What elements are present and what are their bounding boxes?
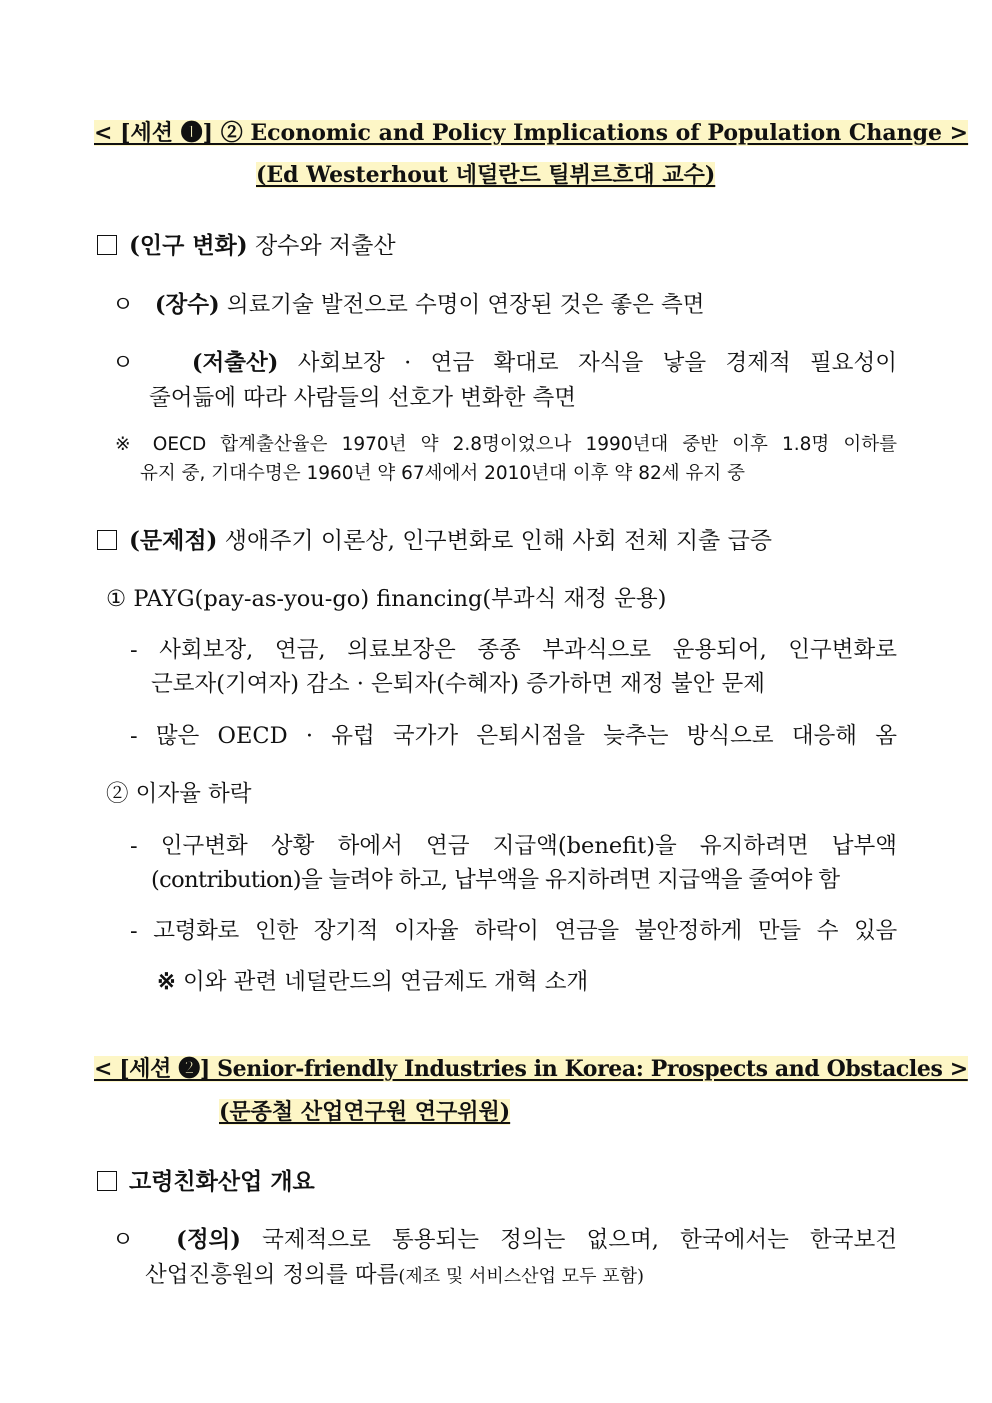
payg-dash2 — [130, 718, 897, 750]
note-text: ※ OECD 합계출산율은 1970년 약 2.8명이었으나 1990년대 중반 이후 1.8명 이하를 — [115, 434, 897, 455]
section-text: 고령친화산업 개요 — [129, 1168, 315, 1195]
item-line2-text: 산업진흥원의 정의를 따름 — [145, 1262, 399, 1288]
circle-bullet-icon: ㅇ — [112, 1227, 134, 1253]
circle-bullet-icon: ㅇ — [112, 292, 134, 318]
senior-definition-line2 — [145, 1257, 644, 1289]
session1-title-text: < [세션 ❶] ② Economic and Policy Implications of Population Change > — [94, 120, 969, 146]
payg-dash1-line2: 근로자(기여자) 감소 · 은퇴자(수혜자) 증가하면 재정 불안 문제 — [151, 671, 765, 697]
item-label: (장수) — [154, 292, 220, 318]
note-text: 이와 관련 네덜란드의 연금제도 개혁 소개 — [175, 969, 589, 995]
interest-dash1-line1 — [130, 828, 897, 860]
dash-text: - 많은 OECD · 유럽 국가가 은퇴시점을 늦추는 방식으로 대응해 옴 — [130, 723, 897, 749]
section-population-heading — [97, 227, 396, 260]
checkbox-square-icon — [97, 530, 117, 550]
section-senior-heading — [97, 1163, 315, 1196]
section-text: 생애주기 이론상, 인구변화로 인해 사회 전체 지출 급증 — [217, 528, 773, 554]
session2-title-text: < [세션 ❷] Senior-friendly Industries in Korea: Prospects and Obstacles > — [94, 1056, 968, 1082]
reference-mark-icon: ※ — [157, 969, 176, 995]
population-note-line2: 유지 중, 기대수명은 1960년 약 67세에서 2010년대 이후 약 82세 유지 중 — [140, 463, 745, 484]
list-item-low-fertility — [112, 345, 897, 377]
population-note-line1 — [115, 430, 897, 456]
item-line1-text: 사회보장 · 연금 확대로 자식을 낳을 경제적 필요성이 — [278, 350, 897, 376]
circle-bullet-icon: ㅇ — [112, 350, 134, 376]
section-label: (문제점) — [129, 527, 218, 554]
interest-note — [157, 964, 588, 996]
sub-heading-payg: ① PAYG(pay-as-you-go) financing(부과식 재정 운용) — [106, 586, 667, 612]
item-line2-paren: (제조 및 서비스산업 모두 포함) — [398, 1266, 644, 1287]
session1-speaker-text: (Ed Westerhout 네덜란드 틸뷔르흐대 교수) — [256, 162, 716, 188]
interest-dash2 — [130, 913, 897, 945]
dash-text: - 인구변화 상황 하에서 연금 지급액(benefit)을 유지하려면 납부액 — [130, 833, 897, 859]
sub-heading-interest: ② 이자율 하락 — [106, 781, 252, 807]
item-text: 의료기술 발전으로 수명이 연장된 것은 좋은 측면 — [219, 292, 705, 318]
item-line1 — [112, 1222, 897, 1254]
list-item-longevity — [112, 287, 704, 319]
senior-definition-line1 — [112, 1222, 897, 1254]
session1-title — [94, 116, 968, 147]
payg-dash1-line1 — [130, 632, 897, 664]
section-text: 장수와 저출산 — [247, 233, 396, 259]
list-item-low-fertility-line2: 줄어듦에 따라 사람들의 선호가 변화한 측면 — [149, 385, 576, 411]
section-problems-heading — [97, 522, 772, 555]
item-label: (저출산) — [191, 350, 279, 376]
session1-speaker — [256, 158, 715, 189]
session2-title — [94, 1052, 968, 1083]
section-label: (인구 변화) — [129, 232, 248, 259]
dash-text: - 사회보장, 연금, 의료보장은 종종 부과식으로 운용되어, 인구변화로 — [130, 637, 897, 663]
checkbox-square-icon — [97, 1171, 117, 1191]
item-label: (정의) — [176, 1227, 241, 1253]
session2-speaker-text: (문종철 산업연구원 연구위원) — [219, 1099, 511, 1125]
item-line1 — [112, 345, 897, 377]
interest-dash1-line2: (contribution)을 늘려야 하고, 납부액을 유지하려면 지급액을 줄여야 함 — [151, 867, 840, 893]
checkbox-square-icon — [97, 235, 117, 255]
session2-speaker — [219, 1095, 510, 1126]
dash-text: - 고령화로 인한 장기적 이자율 하락이 연금을 불안정하게 만들 수 있음 — [130, 918, 897, 944]
item-line1-text: 국제적으로 통용되는 정의는 없으며, 한국에서는 한국보건 — [240, 1227, 897, 1253]
